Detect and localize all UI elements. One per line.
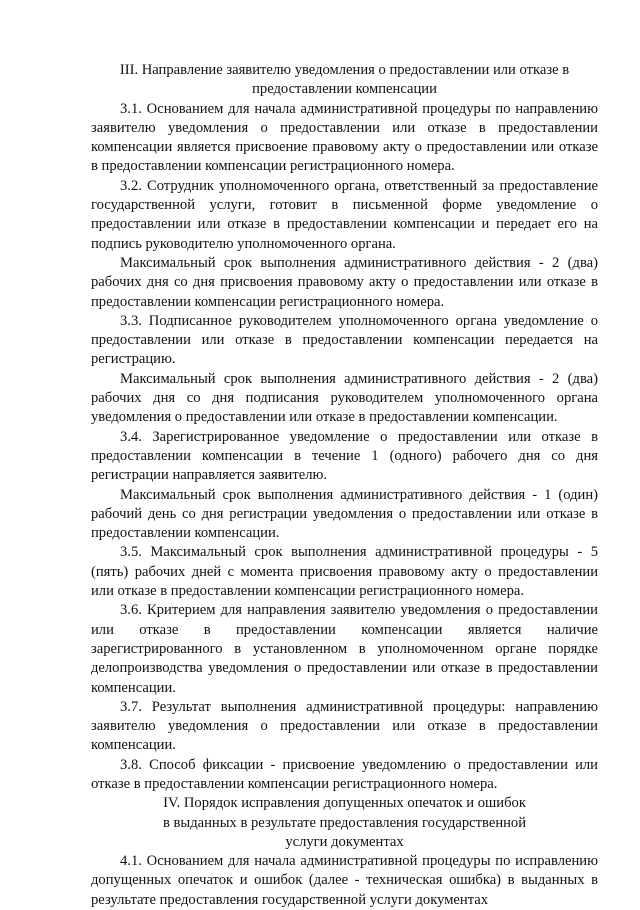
section-4-heading: [91, 794, 598, 852]
heading-line: IV. Порядок исправления допущенных опечаток и ошибок: [163, 795, 526, 812]
paragraph-3-4-deadline: Максимальный срок выполнения административного действия - 1 (один) рабочий день со дня регистрации уведомления о предоставлении или отказе в предоставлении компенсации.: [91, 486, 598, 542]
paragraph-3-7: 3.7. Результат выполнения административной процедуры: направлению заявителю уведомления о предоставлении или отказе в предоставлении компенсации.: [91, 698, 598, 754]
heading-line: в выданных в результате предоставления государственной: [162, 814, 527, 831]
paragraph-3-5: 3.5. Максимальный срок выполнения административной процедуры - 5 (пять) рабочих дней с момента присвоения правовому акту о предоставлении или отказе в предоставлении компенсации регистрационного номера.: [91, 544, 598, 600]
heading-line: услуги документах: [285, 833, 404, 850]
paragraph-3-4: 3.4. Зарегистрированное уведомление о предоставлении или отказе в предоставлении компенсации в течение 1 (одного) рабочего дня со дня регистрации направляется заявителю.: [91, 428, 598, 484]
paragraph-3-2: 3.2. Сотрудник уполномоченного органа, ответственный за предоставление государственной услуги, готовит в письменной форме уведомление о предоставлении или отказе в предоставлении компенсации и передает его на подпись руководителю уполномоченного органа.: [91, 177, 598, 252]
paragraph-3-3: 3.3. Подписанное руководителем уполномоченного органа уведомление о предоставлении или отказе в предоставлении компенсации передается на регистрацию.: [91, 312, 598, 368]
paragraph-3-8: 3.8. Способ фиксации - присвоение уведомлению о предоставлении или отказе в предоставлении компенсации регистрационного номера.: [91, 756, 598, 792]
document-page: [91, 61, 598, 910]
paragraph-3-3-deadline: Максимальный срок выполнения административного действия - 2 (два) рабочих дня со дня подписания руководителем уполномоченного органа уведомления о предоставлении или отказе в предоставлении компенсации.: [91, 370, 598, 426]
heading-line: предоставлении компенсации: [252, 81, 437, 98]
heading-line: III. Направление заявителю уведомления о предоставлении или отказе в: [119, 62, 570, 78]
paragraph-3-1: 3.1. Основанием для начала административной процедуры по направлению заявителю уведомления о предоставлении или отказе в предоставлении компенсации является присвоение правовому акту о предоставлении или отказе в предоставлении компенсации регистрационного номера.: [91, 100, 598, 175]
paragraph-3-6: 3.6. Критерием для направления заявителю уведомления о предоставлении или отказе в предоставлении компенсации является наличие зарегистрированного в установленном в уполномоченном органе порядке делопроизводства уведомления о предоставлении или отказе в предоставлении компенсации.: [91, 602, 598, 696]
paragraph-3-2-deadline: Максимальный срок выполнения административного действия - 2 (два) рабочих дня со дня присвоения правовому акту о предоставлении или отказе в предоставлении компенсации регистрационного номера.: [91, 254, 598, 310]
section-3-heading: [91, 61, 598, 100]
paragraph-4-1: 4.1. Основанием для начала административной процедуры по исправлению допущенных опечаток и ошибок (далее - техническая ошибка) в выданных в результате предоставления государственной услуги документах: [91, 853, 598, 908]
